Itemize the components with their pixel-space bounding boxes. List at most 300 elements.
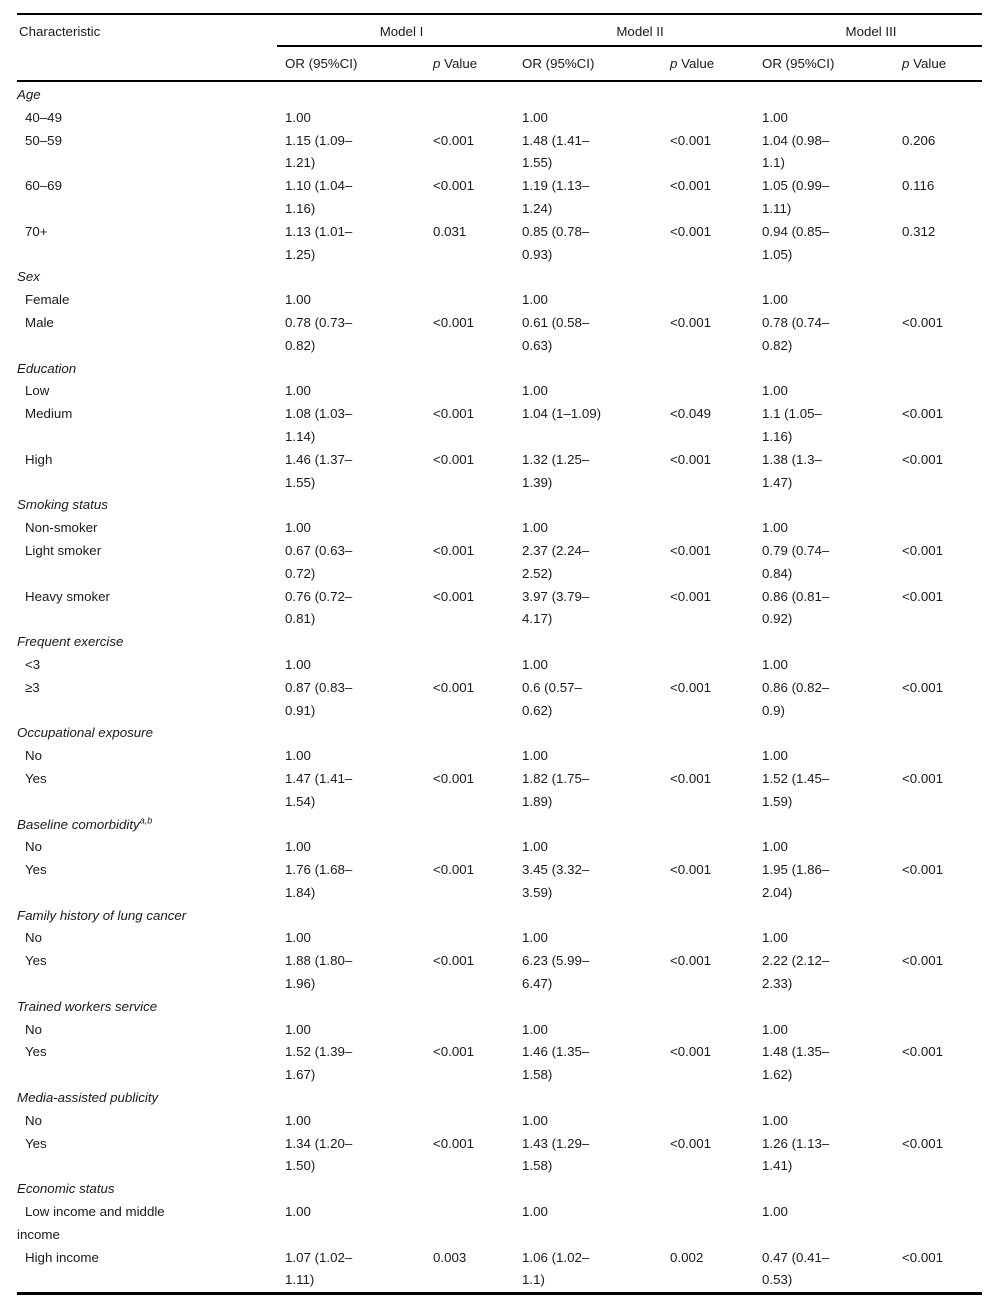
or-value-cell — [520, 836, 668, 859]
row-label: ≥3 — [25, 679, 40, 695]
p-value: <0.001 — [433, 770, 475, 786]
section-header — [17, 84, 982, 107]
or-value-cell — [760, 175, 900, 221]
column-header-or-model-3: OR (95%CI) — [762, 56, 835, 71]
table-row — [17, 107, 982, 130]
p-italic: p — [902, 56, 910, 71]
or-value-cell — [283, 130, 431, 176]
or-value: 1.00 — [285, 1204, 311, 1220]
p-value-cell — [900, 836, 982, 859]
or-value-cell — [283, 1041, 431, 1087]
table-row — [17, 836, 982, 859]
p-value-cell — [431, 586, 520, 632]
column-header-model-3: Model III — [845, 24, 897, 39]
or-value-cell — [760, 289, 900, 312]
or-value: 0.85 (0.78–0.93) — [522, 223, 590, 262]
or-value-cell — [760, 768, 900, 814]
p-value: <0.001 — [670, 132, 712, 148]
or-value-cell — [520, 380, 668, 403]
p-value-cell — [900, 403, 982, 449]
p-value-cell — [668, 950, 760, 996]
or-value: 1.10 (1.04–1.16) — [285, 178, 353, 216]
table-row — [17, 221, 982, 267]
table-header-models-row — [17, 21, 982, 43]
p-value: <0.001 — [902, 1249, 944, 1265]
table-row — [17, 1247, 982, 1293]
p-value: <0.001 — [670, 588, 712, 604]
p-value-cell — [900, 859, 982, 905]
p-value-cell — [431, 107, 520, 130]
or-value-cell — [520, 950, 668, 996]
or-value: 6.23 (5.99–6.47) — [522, 953, 590, 992]
column-header-p-model-1 — [431, 53, 520, 75]
p-value-cell — [668, 654, 760, 677]
or-value: 1.00 — [285, 748, 311, 764]
row-label: Female — [25, 292, 70, 308]
p-value-cell — [431, 540, 520, 586]
or-value: 1.32 (1.25–1.39) — [522, 451, 590, 490]
or-value: 1.05 (0.99–1.11) — [762, 178, 830, 216]
or-value-cell — [760, 1019, 900, 1042]
p-value-cell — [431, 312, 520, 358]
row-label: No — [25, 1112, 42, 1128]
or-value: 1.76 (1.68–1.84) — [285, 862, 353, 900]
header-separator-rule — [17, 80, 982, 83]
or-value: 1.00 — [522, 1112, 548, 1128]
or-value-cell — [760, 1041, 900, 1087]
p-value-cell — [668, 312, 760, 358]
p-value: <0.001 — [670, 1044, 712, 1060]
or-value-cell — [760, 836, 900, 859]
table-row — [17, 1019, 982, 1042]
table-row — [17, 130, 982, 176]
or-value: 1.48 (1.35–1.62) — [762, 1044, 830, 1083]
table-row — [17, 289, 982, 312]
or-value-cell — [520, 768, 668, 814]
section-label: Frequent exercise — [17, 634, 124, 650]
p-value: <0.001 — [670, 679, 712, 695]
or-value-cell — [283, 677, 431, 723]
or-value: 1.06 (1.02–1.1) — [522, 1249, 590, 1288]
or-value: 1.00 — [762, 930, 788, 946]
p-value: <0.001 — [670, 1135, 712, 1151]
or-value-cell — [760, 1201, 900, 1247]
row-label: <3 — [25, 656, 41, 672]
p-value-cell — [668, 1133, 760, 1179]
or-value-cell — [283, 312, 431, 358]
p-value-cell — [900, 677, 982, 723]
p-value-cell — [900, 1201, 982, 1247]
table-row — [17, 654, 982, 677]
p-value-cell — [431, 927, 520, 950]
row-label: 40–49 — [25, 109, 62, 125]
p-value-cell — [431, 1019, 520, 1042]
or-value-cell — [283, 586, 431, 632]
p-value-cell — [900, 517, 982, 540]
or-value: 1.00 — [522, 1021, 548, 1037]
or-value-cell — [283, 540, 431, 586]
or-value-cell — [520, 289, 668, 312]
table-row — [17, 1110, 982, 1133]
or-value-cell — [520, 654, 668, 677]
p-value-cell — [668, 859, 760, 905]
or-value-cell — [760, 677, 900, 723]
p-value: <0.001 — [902, 314, 944, 330]
or-value-cell — [283, 380, 431, 403]
row-label: Low income and middle income — [17, 1204, 165, 1242]
p-value-cell — [668, 540, 760, 586]
table-row — [17, 517, 982, 540]
p-value-cell — [431, 403, 520, 449]
p-value: <0.001 — [433, 178, 475, 194]
or-value-cell — [760, 859, 900, 905]
p-value: <0.001 — [433, 953, 475, 969]
table-row — [17, 950, 982, 996]
or-value: 1.00 — [522, 839, 548, 855]
table-row — [17, 403, 982, 449]
section-header — [17, 494, 982, 517]
or-value: 1.38 (1.3–1.47) — [762, 451, 822, 490]
p-value-cell — [668, 289, 760, 312]
p-value-cell — [431, 130, 520, 176]
column-header-or-model-2: OR (95%CI) — [522, 56, 595, 71]
section-footnote-marker: a,b — [139, 815, 153, 826]
or-value: 1.00 — [762, 109, 788, 125]
p-value: <0.001 — [902, 588, 944, 604]
p-value: <0.001 — [902, 406, 944, 422]
section-label: Age — [17, 87, 41, 102]
row-label: High — [25, 451, 53, 467]
p-value-cell — [431, 1110, 520, 1133]
or-value: 1.04 (1–1.09) — [522, 406, 602, 422]
section-header — [17, 266, 982, 289]
or-value: 0.61 (0.58–0.63) — [522, 314, 590, 353]
or-value-cell — [760, 107, 900, 130]
p-value-cell — [431, 289, 520, 312]
row-label: Yes — [25, 953, 47, 969]
p-value-cell — [668, 745, 760, 768]
p-value: <0.001 — [433, 406, 475, 422]
or-value-cell — [760, 403, 900, 449]
p-value: 0.003 — [433, 1249, 467, 1265]
or-value: 1.00 — [762, 1204, 788, 1220]
p-value: <0.001 — [433, 314, 475, 330]
or-value: 1.00 — [522, 292, 548, 308]
or-value: 1.19 (1.13–1.24) — [522, 178, 590, 216]
or-value: 1.95 (1.86–2.04) — [762, 862, 830, 900]
p-value-cell — [431, 175, 520, 221]
or-value: 1.00 — [522, 520, 548, 536]
section-header — [17, 814, 982, 837]
or-value: 1.00 — [762, 292, 788, 308]
p-value-cell — [900, 950, 982, 996]
or-value: 1.00 — [285, 1021, 311, 1037]
row-label: Male — [25, 314, 54, 330]
p-value-cell — [900, 312, 982, 358]
or-value-cell — [760, 130, 900, 176]
p-value-cell — [668, 1110, 760, 1133]
p-value-cell — [431, 677, 520, 723]
table-row — [17, 540, 982, 586]
or-value: 1.26 (1.13–1.41) — [762, 1135, 830, 1174]
p-value: <0.001 — [902, 679, 944, 695]
p-rest: Value — [677, 56, 715, 71]
section-label: Family history of lung cancer — [17, 907, 187, 923]
or-value-cell — [520, 175, 668, 221]
or-value-cell — [283, 1247, 431, 1293]
table-row — [17, 745, 982, 768]
p-value-cell — [900, 1041, 982, 1087]
p-value: <0.001 — [670, 542, 712, 558]
row-label: No — [25, 839, 42, 855]
p-value: <0.001 — [902, 542, 944, 558]
or-value: 1.00 — [522, 656, 548, 672]
or-value-cell — [283, 768, 431, 814]
p-value: <0.001 — [433, 679, 475, 695]
or-value: 1.00 — [522, 748, 548, 764]
p-value: <0.049 — [670, 406, 712, 422]
or-value-cell — [283, 859, 431, 905]
or-value-cell — [760, 221, 900, 267]
or-value: 1.82 (1.75–1.89) — [522, 770, 590, 809]
row-label: Yes — [25, 862, 47, 878]
table-subheader-row — [17, 53, 982, 75]
or-value: 1.00 — [285, 1112, 311, 1128]
row-label: High income — [25, 1249, 99, 1265]
row-label: Heavy smoker — [25, 588, 110, 604]
table-body — [17, 84, 982, 1292]
or-value: 1.48 (1.41–1.55) — [522, 132, 590, 171]
or-value: 0.79 (0.74–0.84) — [762, 542, 830, 581]
row-label: No — [25, 748, 42, 764]
section-label: Smoking status — [17, 497, 108, 513]
or-value: 1.00 — [285, 292, 311, 308]
p-value-cell — [668, 107, 760, 130]
or-value-cell — [283, 449, 431, 495]
section-header — [17, 905, 982, 928]
or-value: 0.76 (0.72–0.81) — [285, 588, 353, 627]
row-label: No — [25, 1021, 42, 1037]
or-value: 0.87 (0.83–0.91) — [285, 679, 353, 718]
table-row — [17, 768, 982, 814]
or-value: 0.67 (0.63–0.72) — [285, 542, 353, 581]
or-value-cell — [760, 1110, 900, 1133]
or-value-cell — [520, 586, 668, 632]
section-label: Economic status — [17, 1181, 115, 1197]
or-value-cell — [760, 1133, 900, 1179]
or-value-cell — [520, 517, 668, 540]
p-value-cell — [431, 221, 520, 267]
or-value: 1.52 (1.45–1.59) — [762, 770, 830, 809]
p-value-cell — [431, 654, 520, 677]
p-value: <0.001 — [670, 223, 712, 239]
section-header — [17, 1178, 982, 1201]
section-label: Baseline comorbidity — [17, 816, 140, 832]
or-value-cell — [760, 517, 900, 540]
row-label: Yes — [25, 1044, 47, 1060]
or-value-cell — [520, 540, 668, 586]
p-value-cell — [900, 768, 982, 814]
or-value-cell — [283, 1201, 431, 1247]
or-value: 3.97 (3.79–4.17) — [522, 588, 590, 627]
or-value: 2.22 (2.12–2.33) — [762, 953, 830, 992]
or-value-cell — [760, 1247, 900, 1293]
column-header-p-model-3 — [900, 53, 982, 75]
table-row — [17, 859, 982, 905]
column-header-p-model-2 — [668, 53, 760, 75]
p-value: <0.001 — [670, 451, 712, 467]
p-rest: Value — [909, 56, 947, 71]
row-label: Yes — [25, 1135, 47, 1151]
section-header — [17, 631, 982, 654]
or-value: 1.15 (1.09–1.21) — [285, 132, 353, 171]
or-value: 1.07 (1.02–1.11) — [285, 1249, 353, 1288]
or-value: 1.00 — [522, 1204, 548, 1220]
section-header — [17, 1087, 982, 1110]
p-value-cell — [431, 380, 520, 403]
or-value-cell — [520, 1201, 668, 1247]
p-value-cell — [431, 1041, 520, 1087]
or-value-cell — [520, 1019, 668, 1042]
p-value-cell — [900, 449, 982, 495]
or-value: 1.00 — [762, 839, 788, 855]
section-label: Media-assisted publicity — [17, 1090, 159, 1106]
p-italic: p — [670, 56, 678, 71]
or-value-cell — [520, 107, 668, 130]
p-value: 0.002 — [670, 1249, 704, 1265]
or-value: 1.00 — [762, 383, 788, 399]
or-value: 2.37 (2.24–2.52) — [522, 542, 590, 581]
or-value-cell — [520, 1247, 668, 1293]
p-value-cell — [668, 586, 760, 632]
or-value: 1.00 — [522, 930, 548, 946]
or-value-cell — [760, 927, 900, 950]
table-row — [17, 175, 982, 221]
section-header — [17, 996, 982, 1019]
or-value-cell — [520, 403, 668, 449]
or-value: 0.6 (0.57–0.62) — [522, 679, 582, 718]
or-value-cell — [760, 586, 900, 632]
p-value: <0.001 — [433, 132, 475, 148]
or-value-cell — [283, 1133, 431, 1179]
or-value-cell — [760, 540, 900, 586]
or-value: 1.00 — [285, 839, 311, 855]
or-value: 0.86 (0.81–0.92) — [762, 588, 830, 627]
p-value-cell — [900, 1110, 982, 1133]
or-value-cell — [520, 130, 668, 176]
row-label: 50–59 — [25, 132, 62, 148]
table-row — [17, 1133, 982, 1179]
or-value: 1.00 — [762, 1112, 788, 1128]
or-value-cell — [283, 221, 431, 267]
column-header-model-1: Model I — [379, 24, 424, 39]
or-value: 3.45 (3.32–3.59) — [522, 862, 590, 900]
p-value: <0.001 — [670, 953, 712, 969]
section-header — [17, 722, 982, 745]
row-label: 60–69 — [25, 178, 62, 194]
section-header — [17, 358, 982, 381]
or-value: 0.94 (0.85–1.05) — [762, 223, 830, 262]
table-row — [17, 927, 982, 950]
or-value: 0.47 (0.41–0.53) — [762, 1249, 830, 1288]
or-value: 1.00 — [285, 656, 311, 672]
p-value-cell — [900, 1019, 982, 1042]
p-value: <0.001 — [902, 862, 944, 878]
or-value: 1.47 (1.41–1.54) — [285, 770, 353, 809]
p-rest: Value — [440, 56, 478, 71]
or-value-cell — [520, 312, 668, 358]
p-value-cell — [431, 859, 520, 905]
p-value-cell — [900, 586, 982, 632]
p-value-cell — [900, 927, 982, 950]
or-value-cell — [760, 380, 900, 403]
p-value-cell — [900, 745, 982, 768]
or-value-cell — [283, 1110, 431, 1133]
p-value-cell — [668, 836, 760, 859]
or-value: 1.00 — [285, 109, 311, 125]
column-header-characteristic: Characteristic — [19, 24, 101, 39]
or-value-cell — [520, 221, 668, 267]
or-value-cell — [520, 1110, 668, 1133]
or-value: 1.00 — [522, 383, 548, 399]
or-value-cell — [520, 927, 668, 950]
column-header-model-2: Model II — [616, 24, 664, 39]
row-label: 70+ — [25, 223, 48, 239]
row-label: Yes — [25, 770, 47, 786]
p-value-cell — [900, 175, 982, 221]
or-value: 1.00 — [762, 1021, 788, 1037]
p-value: 0.031 — [433, 223, 467, 239]
table-row — [17, 586, 982, 632]
table-top-rule — [17, 13, 982, 15]
table-row — [17, 677, 982, 723]
p-value-cell — [668, 1041, 760, 1087]
or-value-cell — [760, 449, 900, 495]
models-underline-rule — [277, 45, 982, 47]
row-label: No — [25, 930, 42, 946]
or-value: 1.88 (1.80–1.96) — [285, 953, 353, 992]
or-value-cell — [283, 107, 431, 130]
p-value: <0.001 — [433, 1044, 475, 1060]
table-row — [17, 380, 982, 403]
p-value: <0.001 — [433, 1135, 475, 1151]
p-value-cell — [431, 768, 520, 814]
or-value: 1.13 (1.01–1.25) — [285, 223, 353, 262]
or-value: 1.1 (1.05–1.16) — [762, 406, 822, 444]
subheader-spacer — [17, 53, 283, 75]
or-value: 1.34 (1.20–1.50) — [285, 1135, 353, 1174]
p-value: <0.001 — [433, 451, 475, 467]
section-label: Trained workers service — [17, 998, 158, 1014]
p-value-cell — [900, 107, 982, 130]
p-value-cell — [668, 130, 760, 176]
p-value-cell — [431, 836, 520, 859]
or-value: 1.43 (1.29–1.58) — [522, 1135, 590, 1174]
p-value-cell — [431, 1247, 520, 1293]
p-value-cell — [900, 130, 982, 176]
p-value-cell — [668, 677, 760, 723]
p-value-cell — [668, 449, 760, 495]
or-value: 1.46 (1.35–1.58) — [522, 1044, 590, 1083]
section-label: Occupational exposure — [17, 725, 154, 741]
p-value: <0.001 — [670, 770, 712, 786]
p-value-cell — [668, 1019, 760, 1042]
p-value-cell — [900, 1133, 982, 1179]
row-label: Low — [25, 383, 50, 399]
or-value-cell — [283, 836, 431, 859]
p-value: <0.001 — [670, 314, 712, 330]
table-bottom-rule — [17, 1292, 982, 1295]
